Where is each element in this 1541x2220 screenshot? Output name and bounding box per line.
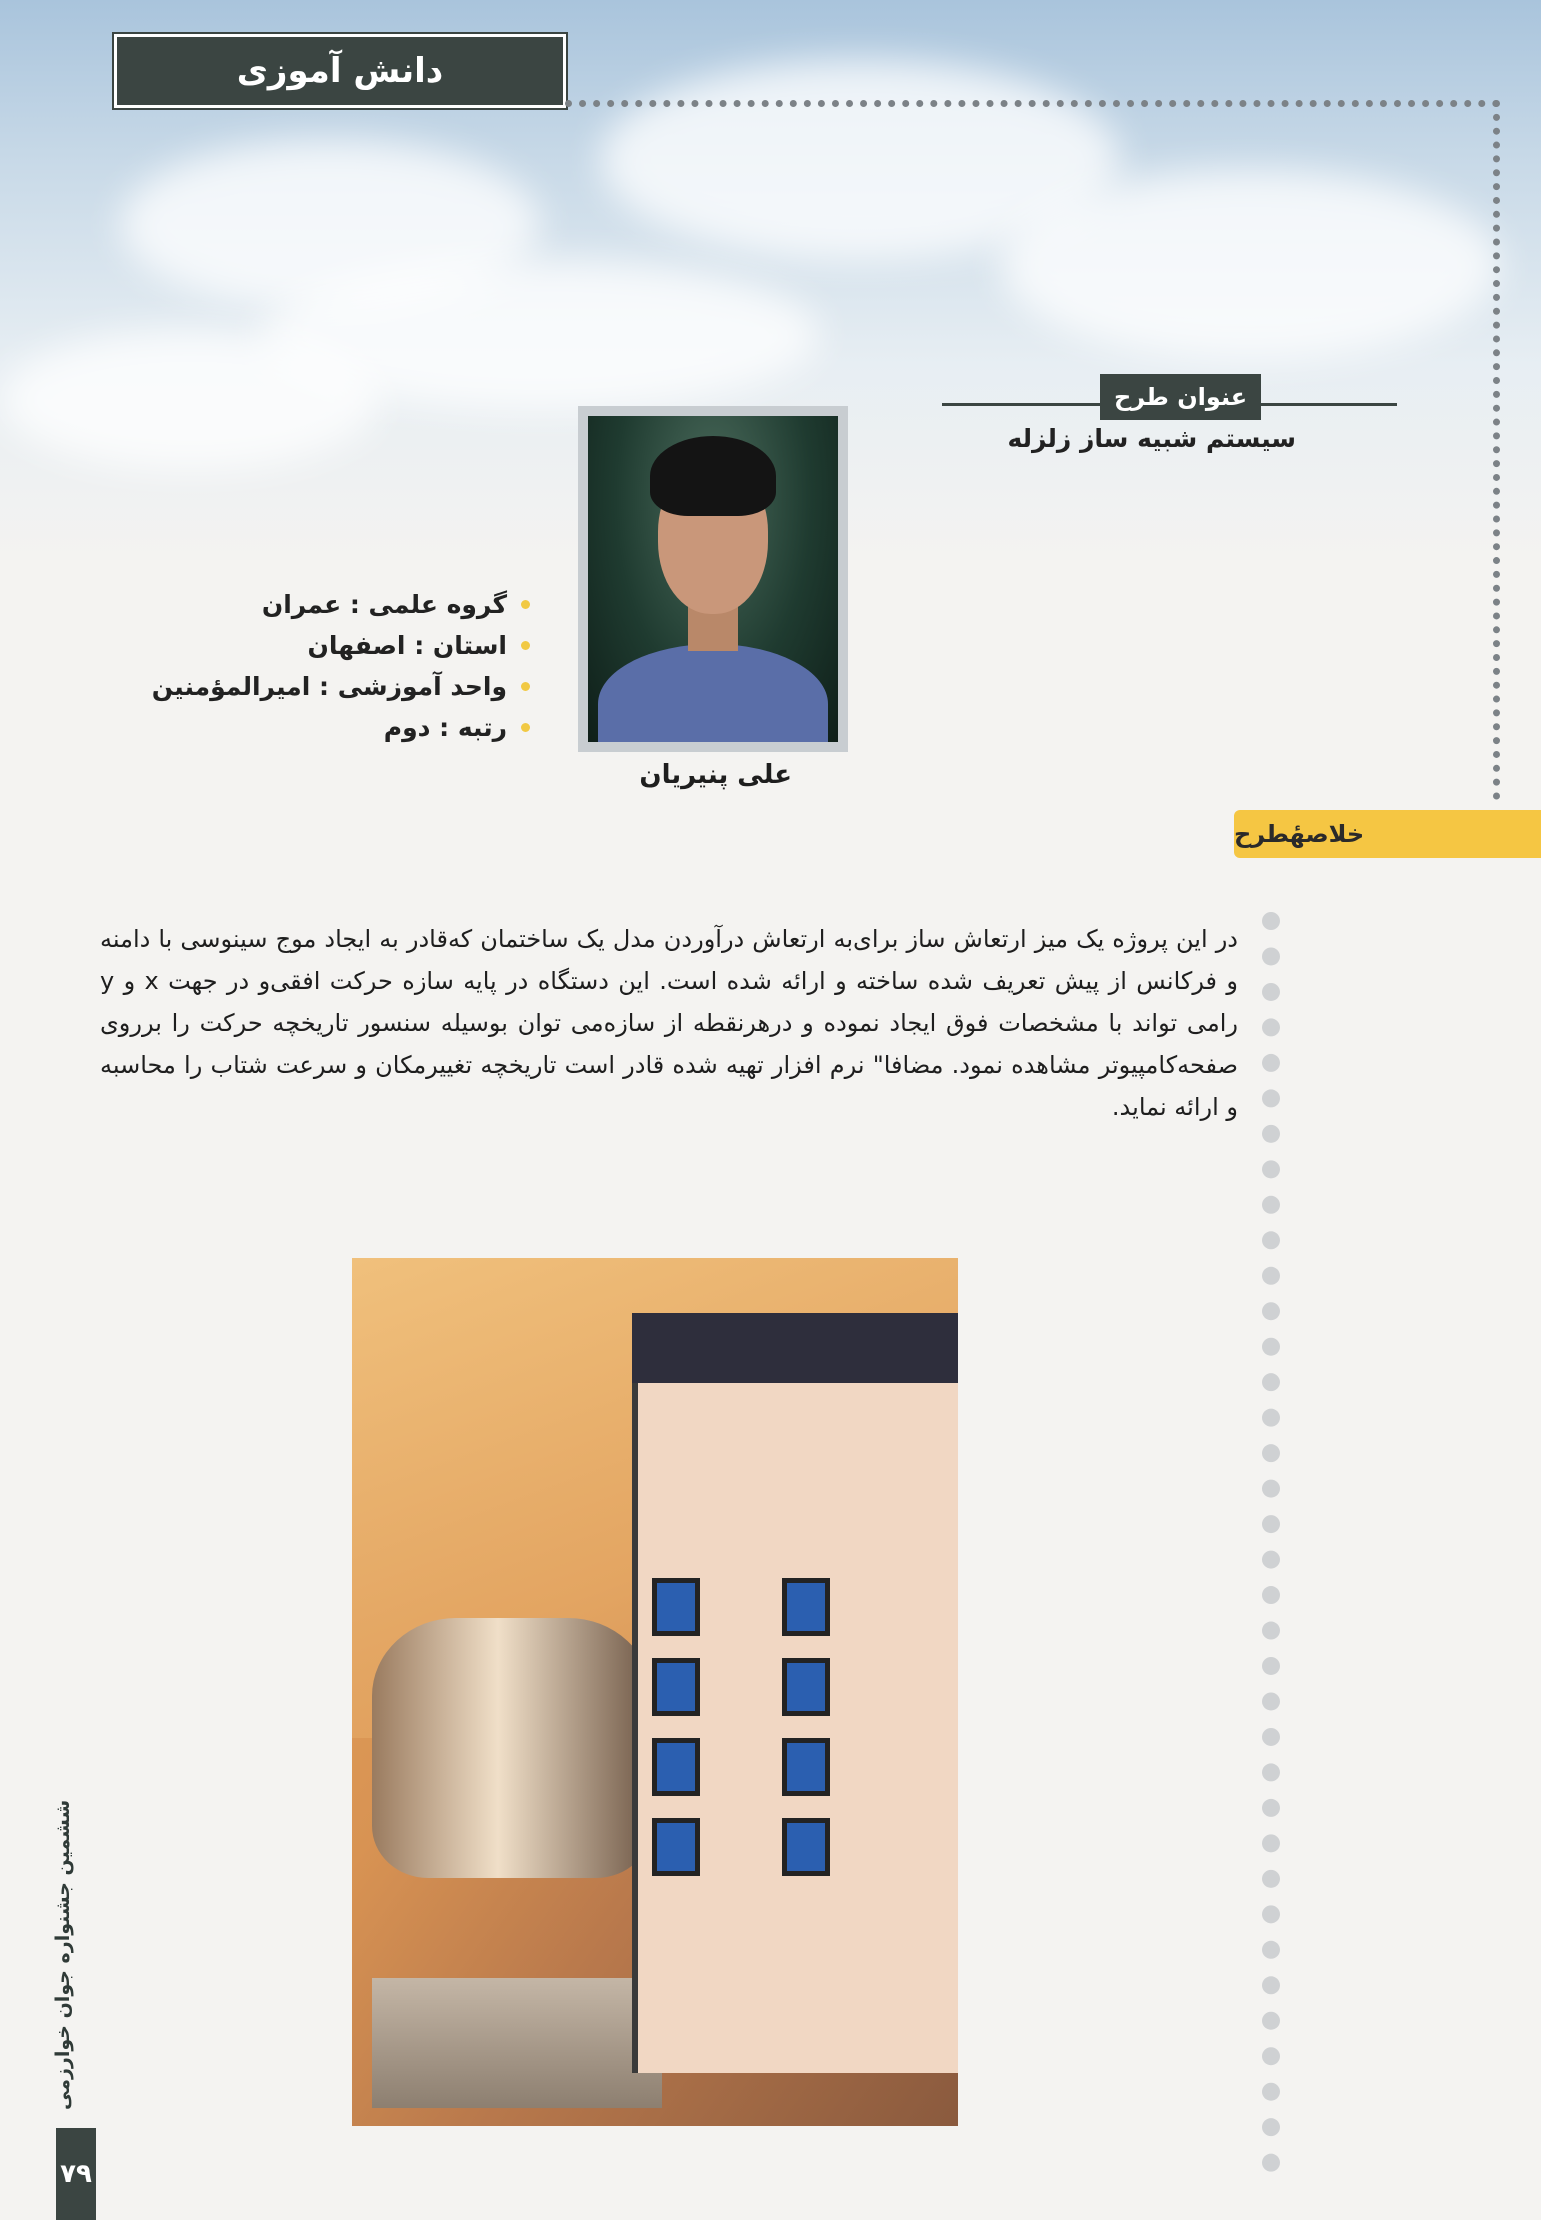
bullet-icon xyxy=(521,600,530,609)
dotted-border-top xyxy=(565,100,1500,107)
dotted-border-right xyxy=(1493,100,1500,800)
detail-text: گروه علمی : عمران xyxy=(261,589,507,619)
detail-text: واحد آموزشی : امیرالمؤمنین xyxy=(151,671,507,701)
detail-item xyxy=(120,666,530,706)
summary-text: در این پروژه یک میز ارتعاش ساز برای‌به ارتعاش درآوردن مدل یک ساختمان که‌قادر به ایجاد موج سینوسی با دامنه و فرکانس از پیش تعریف شده ساخته و ارائه شده است. این دستگاه در پایه سازه حرکت افقی‌و در جهت x و y رامی تواند با مشخصات فوق ایجاد نموده و درهرنقطه از سازه‌می توان بوسیله سنسور تاریخچه حرکت را برروی صفحه‌کامپیوتر مشاهده نمود. مضافا" نرم افزار تهیه شده قادر است تاریخچه تغییرمکان و سرعت شتاب را محاسبه و ارائه نماید. xyxy=(100,925,1238,1121)
earthquake-simulator-photo xyxy=(352,1258,958,2126)
dotted-border-bottom xyxy=(1262,912,1280,2172)
portrait-image xyxy=(588,416,838,742)
detail-item xyxy=(120,707,530,747)
festival-vertical-text: ششمین جشنواره جوان خوارزمی xyxy=(52,1799,74,2111)
page-number: ۷۹ xyxy=(56,2128,96,2220)
student-portrait xyxy=(578,406,848,752)
summary-label-tag xyxy=(1234,810,1541,858)
detail-item xyxy=(120,584,530,624)
student-name: علی پنیریان xyxy=(639,760,792,790)
detail-item xyxy=(120,625,530,665)
project-title-value: سیستم شبیه ساز زلزله xyxy=(1007,424,1296,453)
section-label: دانش آموزی xyxy=(114,34,566,108)
summary-label: خلاصهٔطرح xyxy=(1234,820,1365,848)
detail-text: استان : اصفهان xyxy=(307,630,507,660)
bullet-icon xyxy=(521,682,530,691)
student-details xyxy=(120,584,530,748)
project-title-label: عنوان طرح xyxy=(1100,374,1261,420)
bullet-icon xyxy=(521,641,530,650)
detail-text: رتبه : دوم xyxy=(383,712,507,742)
bullet-icon xyxy=(521,723,530,732)
